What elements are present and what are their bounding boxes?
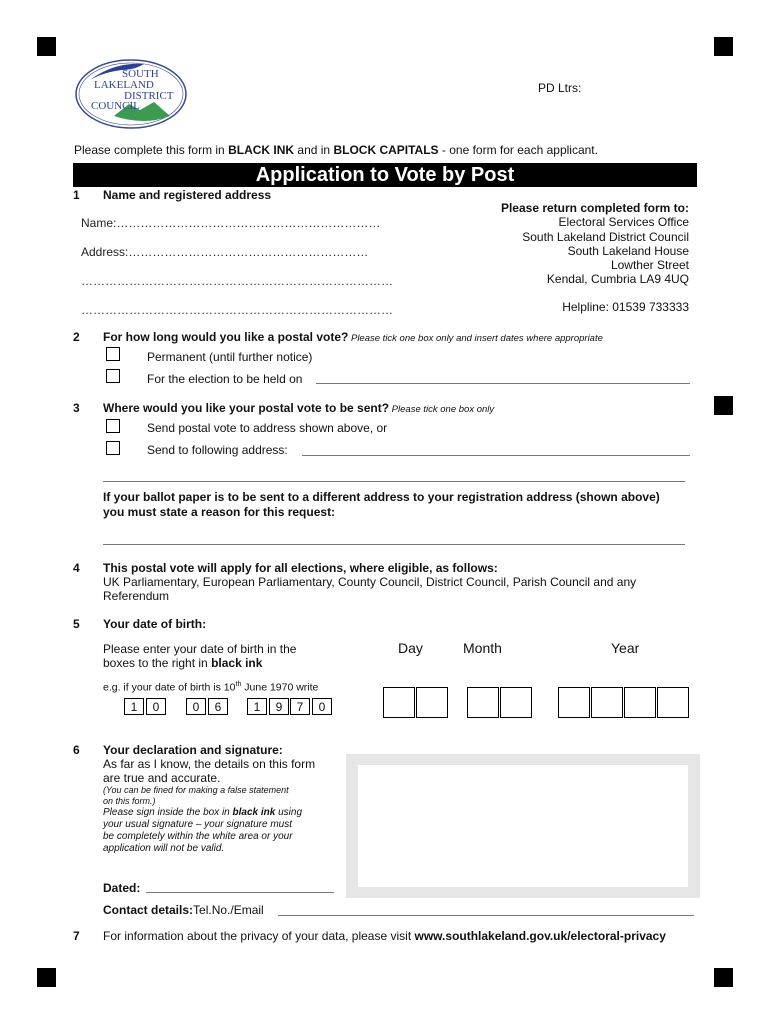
privacy-notice: For information about the privacy of your data, please visit www.southlakeland.gov.uk/electoral-privacy — [103, 929, 666, 943]
registration-mark-mid-right — [714, 396, 733, 415]
send-above-label: Send postal vote to address shown above, or — [147, 421, 388, 435]
dob-month-box-1[interactable] — [467, 687, 499, 718]
registration-mark-top-right — [714, 37, 733, 56]
section-2-question: For how long would you like a postal vote? Please tick one box only and insert dates where appropriate — [103, 330, 603, 344]
declaration-heading: Your declaration and signature: — [103, 743, 283, 757]
return-line-1: Electoral Services Office — [558, 215, 689, 230]
return-line-2: South Lakeland District Council — [522, 229, 689, 244]
contact-details: Contact details:Tel.No./Email — [103, 903, 264, 917]
example-digit: 7 — [290, 698, 310, 715]
instructions: Please complete this form in BLACK INK and in BLOCK CAPITALS - one form for each applicant. — [74, 143, 598, 157]
section-2-number: 2 — [73, 330, 80, 344]
declaration-text: Your declaration and signature: As far as I know, the details on this form are true and accurate. (You can be fined for making a false statement on this form.) Please sign inside the box in black ink using your usual signature – your signature must be completely within the white area or your application will not be valid. — [103, 743, 343, 855]
section-6-number: 6 — [73, 743, 80, 757]
logo-text-4: COUNCIL — [91, 100, 140, 112]
logo-text-1: SOUTH — [122, 68, 159, 80]
election-checkbox[interactable] — [106, 369, 120, 383]
permanent-label: Permanent (until further notice) — [147, 350, 313, 364]
dob-month-box-2[interactable] — [500, 687, 532, 718]
dob-year-box-2[interactable] — [591, 687, 623, 718]
dated-label: Dated: — [103, 881, 141, 895]
day-label: Day — [398, 640, 423, 656]
dob-day-box-2[interactable] — [416, 687, 448, 718]
signature-box-frame — [346, 754, 700, 898]
election-label: For the election to be held on — [147, 372, 303, 386]
dob-example: e.g. if your date of birth is 10th June 1970 write — [103, 681, 319, 694]
section-3-number: 3 — [73, 401, 80, 415]
example-digit: 0 — [186, 698, 206, 715]
section-1-heading: Name and registered address — [103, 188, 272, 202]
example-digit: 0 — [146, 698, 166, 715]
send-above-checkbox[interactable] — [106, 419, 120, 433]
example-digit: 6 — [208, 698, 228, 715]
other-address-line-2[interactable] — [103, 481, 685, 482]
signature-box[interactable] — [358, 765, 688, 887]
section-4-body: UK Parliamentary, European Parliamentary, County Council, District Council, Parish Council and any Referendum — [103, 575, 637, 603]
address-field[interactable]: Address:…………………………………………………… — [81, 245, 369, 259]
name-field[interactable]: Name:………………………………………………………… — [81, 216, 381, 230]
privacy-link[interactable]: www.southlakeland.gov.uk/electoral-privacy — [414, 929, 666, 943]
example-digit: 1 — [247, 698, 267, 715]
section-3-question: Where would you like your postal vote to be sent? Please tick one box only — [103, 401, 495, 415]
section-5-number: 5 — [73, 617, 80, 631]
dob-year-box-3[interactable] — [624, 687, 656, 718]
section-1-number: 1 — [73, 188, 80, 202]
election-date-field[interactable] — [316, 383, 690, 384]
dob-day-box-1[interactable] — [383, 687, 415, 718]
return-address — [470, 201, 689, 314]
example-digit: 1 — [124, 698, 144, 715]
address-line-3[interactable]: …………………………………………………………………… — [81, 303, 393, 317]
section-4-number: 4 — [73, 561, 80, 575]
council-logo — [74, 58, 188, 130]
contact-field[interactable] — [278, 915, 694, 916]
return-line-4: Lowther Street — [610, 258, 689, 273]
title-bar — [73, 163, 697, 187]
send-other-checkbox[interactable] — [106, 441, 120, 455]
other-address-field[interactable] — [302, 455, 690, 456]
pd-ltrs-label: PD Ltrs: — [538, 81, 582, 95]
helpline: Helpline: 01539 733333 — [562, 299, 689, 314]
permanent-checkbox[interactable] — [106, 347, 120, 361]
section-7-number: 7 — [73, 929, 80, 943]
month-label: Month — [463, 640, 502, 656]
registration-mark-bottom-right — [714, 968, 733, 987]
page-title: Application to Vote by Post — [255, 164, 515, 186]
logo-text-3: DISTRICT — [124, 90, 174, 102]
year-label: Year — [611, 640, 640, 656]
return-line-5: Kendal, Cumbria LA9 4UQ — [546, 272, 689, 287]
send-other-label: Send to following address: — [147, 443, 288, 457]
example-digit: 9 — [269, 698, 289, 715]
dob-instructions: Please enter your date of birth in the boxes to the right in black ink — [103, 642, 297, 670]
reason-instruction: If your ballot paper is to be sent to a different address to your registration address (shown above) you must state a reason for this request: — [103, 490, 660, 519]
return-line-3: South Lakeland House — [567, 243, 689, 258]
section-4-heading: This postal vote will apply for all elections, where eligible, as follows: — [103, 561, 498, 575]
return-heading: Please return completed form to: — [500, 201, 689, 215]
logo-text-2: LAKELAND — [94, 79, 154, 91]
dob-year-box-4[interactable] — [657, 687, 689, 718]
registration-mark-bottom-left — [37, 968, 56, 987]
dated-field[interactable] — [146, 892, 334, 893]
address-line-2[interactable]: …………………………………………………………………… — [81, 274, 393, 288]
section-5-heading: Your date of birth: — [103, 617, 207, 631]
reason-field[interactable] — [103, 544, 685, 545]
dob-year-box-1[interactable] — [558, 687, 590, 718]
registration-mark-top-left — [37, 37, 56, 56]
example-digit: 0 — [312, 698, 332, 715]
